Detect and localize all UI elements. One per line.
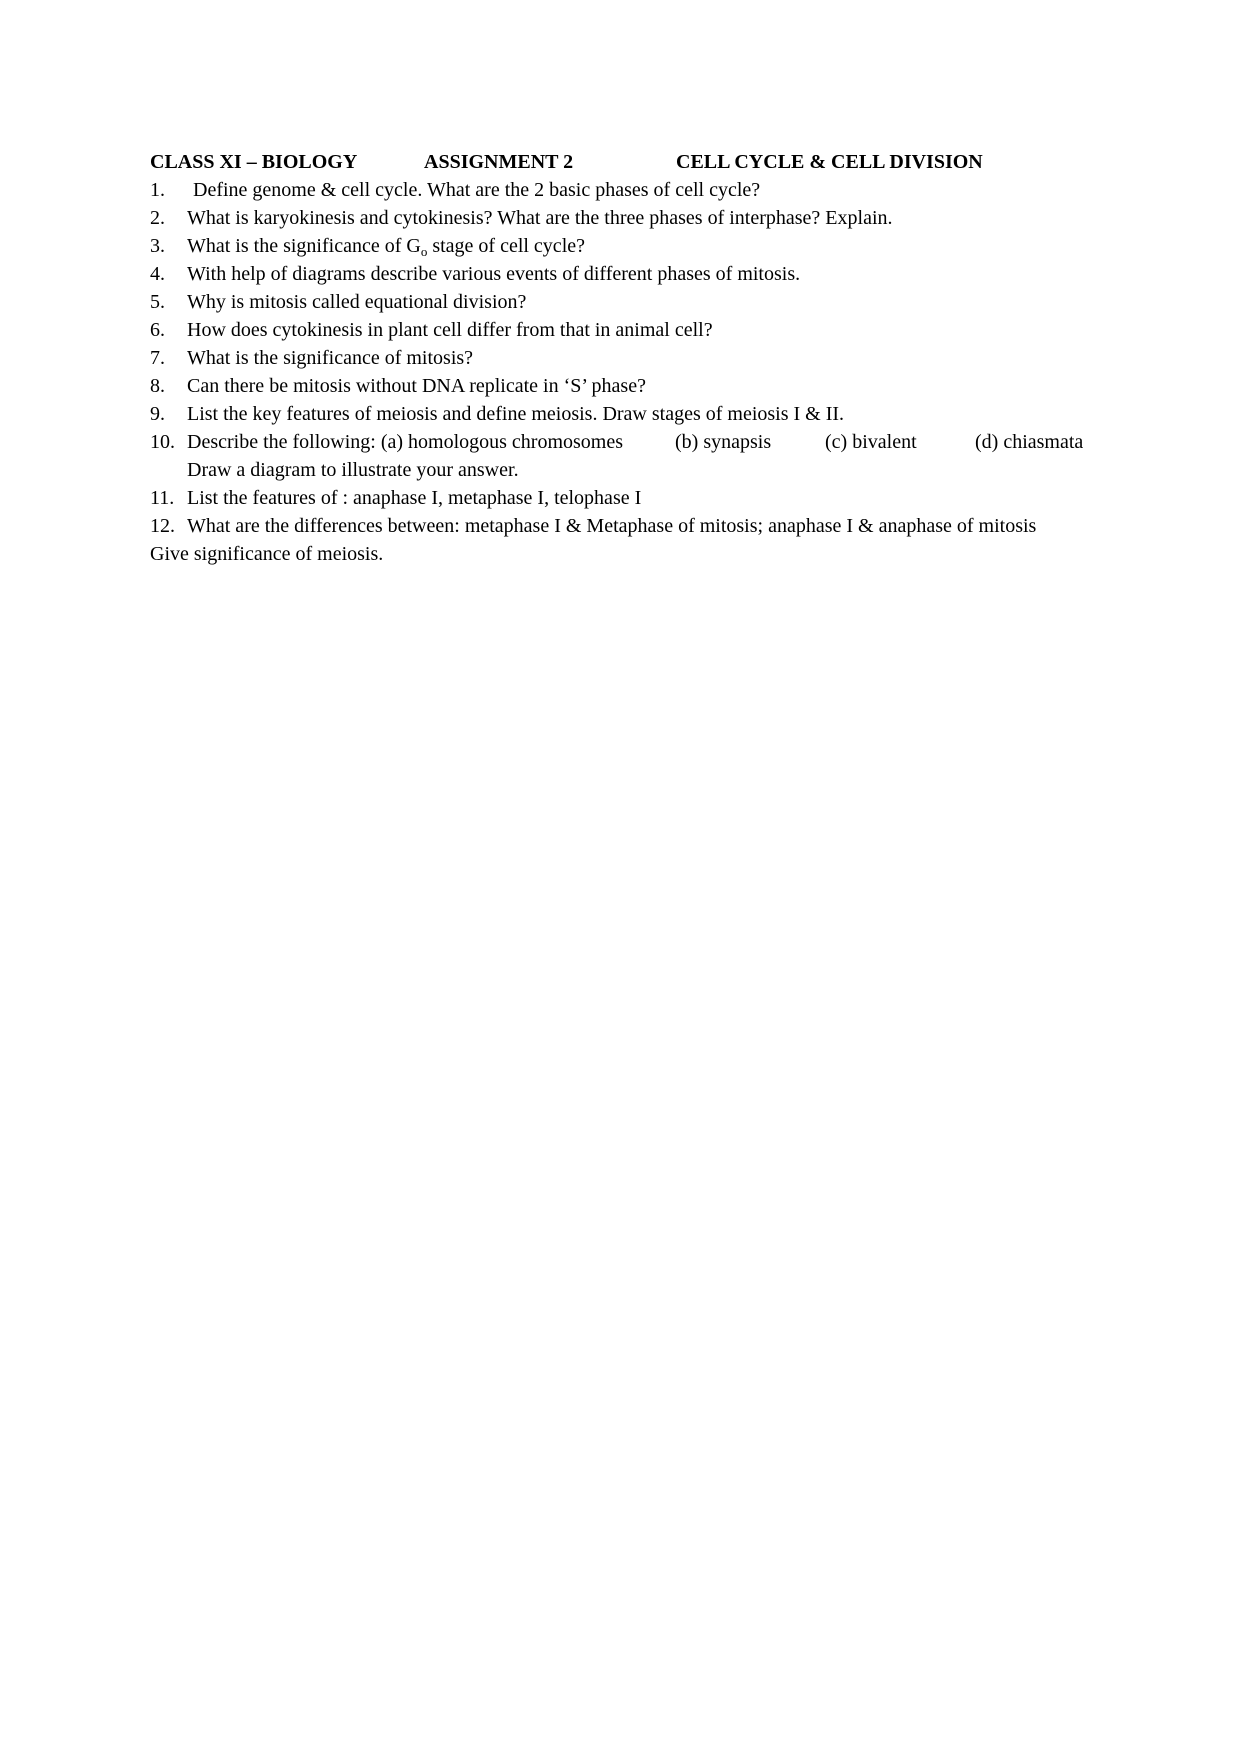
question-number: 8. <box>150 375 165 397</box>
question-text: Why is mitosis called equational division? <box>187 291 527 313</box>
question-text: List the key features of meiosis and define meiosis. Draw stages of meiosis I & II. <box>187 403 845 425</box>
question-number: 11. <box>150 487 175 509</box>
question-text: Describe the following: (a) homologous chromosomes <box>187 431 624 453</box>
question-number: 9. <box>150 403 165 425</box>
question-text: Can there be mitosis without DNA replicate in ‘S’ phase? <box>187 375 646 397</box>
question-text: With help of diagrams describe various events of different phases of mitosis. <box>187 263 801 285</box>
subscript: o <box>420 244 428 259</box>
question-item <box>150 288 1150 316</box>
question-number: 6. <box>150 319 165 341</box>
question-text-start: What is the significance of G <box>187 235 421 257</box>
question-part-c: (c) bivalent <box>825 431 917 453</box>
question-number: 10. <box>150 431 175 453</box>
question-text: What are the differences between: metaphase I & Metaphase of mitosis; anaphase I & anaphase of mitosis <box>187 515 1037 537</box>
assignment-title: ASSIGNMENT 2 <box>424 151 574 173</box>
class-title: CLASS XI – BIOLOGY <box>150 151 358 173</box>
question-text: List the features of : anaphase I, metaphase I, telophase I <box>187 487 642 509</box>
question-text: What is karyokinesis and cytokinesis? What are the three phases of interphase? Explain. <box>187 207 893 229</box>
question-item <box>150 400 1150 428</box>
question-part-d: (d) chiasmata <box>975 431 1084 453</box>
assignment-sheet <box>150 148 1150 568</box>
question-item <box>150 204 1150 232</box>
topic-title: CELL CYCLE & CELL DIVISION <box>676 151 983 173</box>
question-item <box>150 176 1150 204</box>
question-continuation-text: Draw a diagram to illustrate your answer. <box>187 459 519 481</box>
question-text: What is the significance of mitosis? <box>187 347 474 369</box>
document-header <box>150 148 1150 176</box>
question-item <box>150 260 1150 288</box>
question-part-b: (b) synapsis <box>675 431 772 453</box>
question-item <box>150 372 1150 400</box>
question-item <box>150 428 1150 456</box>
question-continuation <box>150 456 1150 484</box>
question-number: 7. <box>150 347 165 369</box>
question-number: 4. <box>150 263 165 285</box>
question-item <box>150 232 1150 260</box>
question-text-end: stage of cell cycle? <box>427 235 585 257</box>
question-item <box>150 344 1150 372</box>
question-text: Define genome & cell cycle. What are the 2 basic phases of cell cycle? <box>193 179 761 201</box>
question-number: 12. <box>150 515 175 537</box>
question-number: 5. <box>150 291 165 313</box>
question-number: 1. <box>150 179 165 201</box>
question-number: 3. <box>150 235 165 257</box>
question-text: How does cytokinesis in plant cell differ from that in animal cell? <box>187 319 713 341</box>
question-item <box>150 316 1150 344</box>
question-number: 2. <box>150 207 165 229</box>
closing-line: Give significance of meiosis. <box>150 543 384 565</box>
question-item <box>150 512 1150 540</box>
question-item <box>150 484 1150 512</box>
